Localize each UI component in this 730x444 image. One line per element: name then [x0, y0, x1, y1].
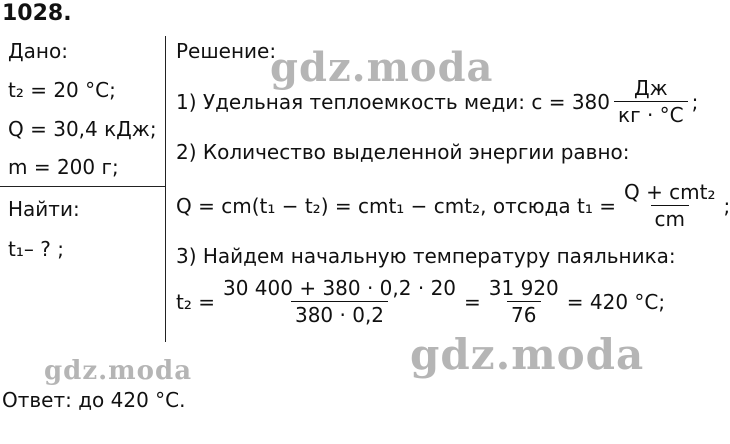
- eq2-left: Q = cm(t₁ − t₂) = cmt₁ − cmt₂, отсюда t₁ =: [176, 193, 616, 218]
- unit-numerator: Дж: [634, 76, 668, 100]
- find-heading: Найти:: [8, 197, 80, 221]
- given-m: m = 200 г;: [8, 155, 119, 179]
- eq3-equals: =: [464, 289, 481, 314]
- watermark-bottom-right: gdz.moda: [410, 330, 645, 379]
- equation-3: [176, 276, 665, 327]
- eq3-fraction-2: [485, 276, 563, 327]
- problem-number: 1028.: [2, 1, 72, 26]
- eq2-end: ;: [723, 193, 730, 218]
- eq2-numerator: Q + cmt₂: [623, 180, 716, 204]
- step1-end: ;: [691, 89, 699, 114]
- watermark-bottom-left: gdz.moda: [44, 356, 193, 386]
- answer-line: Ответ: до 420 °C.: [2, 388, 186, 412]
- eq2-fraction: [620, 180, 720, 231]
- watermark-top: gdz.moda: [270, 44, 494, 91]
- vertical-divider: [165, 36, 166, 342]
- eq3-frac2-denominator: 76: [507, 301, 540, 327]
- eq3-end: = 420 °C;: [566, 289, 666, 314]
- step1-text: 1) Удельная теплоемкость меди: c = 380: [176, 89, 611, 114]
- eq3-fraction-1: [219, 276, 460, 327]
- step2-text: 2) Количество выделенной энергии равно:: [176, 140, 630, 164]
- equation-2: [176, 180, 730, 231]
- eq3-frac2-numerator: 31 920: [488, 276, 559, 300]
- horizontal-divider: [0, 186, 166, 187]
- given-q: Q = 30,4 кДж;: [8, 117, 157, 141]
- given-heading: Дано:: [8, 39, 68, 63]
- solution-heading: Решение:: [176, 39, 277, 63]
- eq3-frac1-numerator: 30 400 + 380 · 0,2 · 20: [222, 276, 457, 300]
- step3-text: 3) Найдем начальную температуру паяльника:: [176, 244, 676, 268]
- eq3-frac1-denominator: 380 · 0,2: [291, 301, 388, 327]
- given-t2: t₂ = 20 °C;: [8, 78, 116, 102]
- eq3-left: t₂ =: [176, 289, 215, 314]
- specific-heat-unit: [614, 76, 688, 127]
- find-t1: t₁– ? ;: [8, 237, 64, 261]
- unit-denominator: кг · °C: [614, 101, 688, 127]
- eq2-denominator: cm: [651, 205, 689, 231]
